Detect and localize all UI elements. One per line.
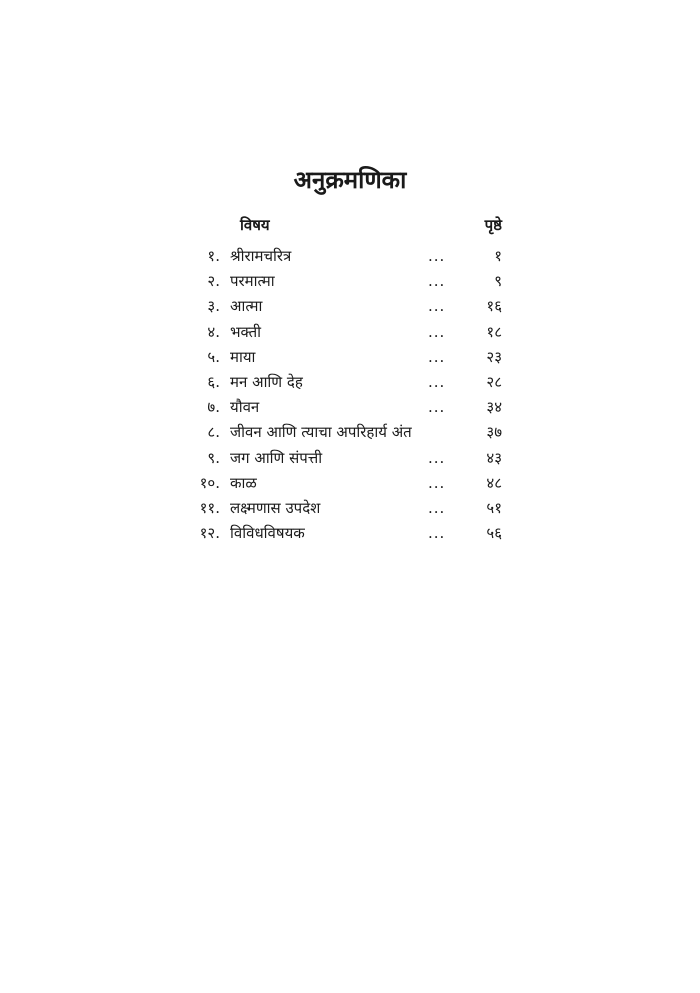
entry-leader: ... [428,524,446,543]
entry-leader: ... [428,448,446,467]
entry-page: २८ [486,372,502,391]
entry-title: जग आणि संपत्ती [230,448,323,467]
entry-number: ३. [207,297,220,316]
entry-title: माया [230,347,256,366]
entry-page: १६ [486,297,502,316]
entry-title: जीवन आणि त्याचा अपरिहार्य अंत [230,423,412,442]
toc-entry [0,420,700,445]
entry-leader: ... [428,498,446,517]
entry-title: विविधविषयक [230,524,305,543]
entry-title: भक्ती [230,322,262,341]
entry-leader: ... [428,473,446,492]
entry-page: ५१ [486,498,502,517]
toc-entry [0,395,700,420]
entry-number: ४. [207,322,220,341]
entry-page: १८ [486,322,502,341]
entry-leader: ... [428,247,446,265]
entry-leader: ... [428,347,446,366]
entry-leader: ... [428,322,446,341]
entry-page: ३४ [486,398,502,417]
entry-number: २. [207,272,220,291]
toc-entry [0,320,700,345]
entry-title: मन आणि देह [230,372,303,391]
toc-entry [0,471,700,496]
toc-entry [0,370,700,395]
toc-entry [0,269,700,294]
entry-leader: ... [428,297,446,316]
toc-entry [0,521,700,546]
entry-title: आत्मा [230,297,263,316]
subject-column-header: विषय [240,216,270,234]
entry-page: ४८ [486,473,502,492]
entry-page: ५६ [486,524,502,543]
table-of-contents [0,244,700,546]
entry-leader: ... [428,398,446,417]
entry-number: ५. [207,347,220,366]
toc-entry [0,345,700,370]
entry-number: ६. [207,372,220,391]
entry-number: १. [207,247,220,265]
entry-page: ९ [494,272,502,291]
entry-number: ११. [199,498,220,517]
entry-number: ७. [207,398,220,417]
entry-number: १२. [199,524,220,543]
entry-page: ४३ [486,448,502,467]
entry-leader: ... [428,372,446,391]
entry-page: १ [494,247,502,265]
toc-entry [0,496,700,521]
toc-entry [0,294,700,319]
entry-title: यौवन [230,398,260,417]
entry-leader: ... [428,272,446,291]
page-column-header: पृष्ठे [484,216,502,234]
entry-title: काळ [230,473,257,492]
page-title: अनुक्रमणिका [293,165,407,194]
entry-title: परमात्मा [230,272,275,291]
entry-number: ९. [207,448,220,467]
toc-entry [0,244,700,269]
entry-page: २३ [486,347,502,366]
entry-number: ८. [207,423,220,442]
toc-entry [0,446,700,471]
entry-title: लक्ष्मणास उपदेश [230,498,321,517]
entry-title: श्रीरामचरित्र [230,247,292,265]
entry-page: ३७ [486,423,502,442]
entry-number: १०. [199,473,220,492]
